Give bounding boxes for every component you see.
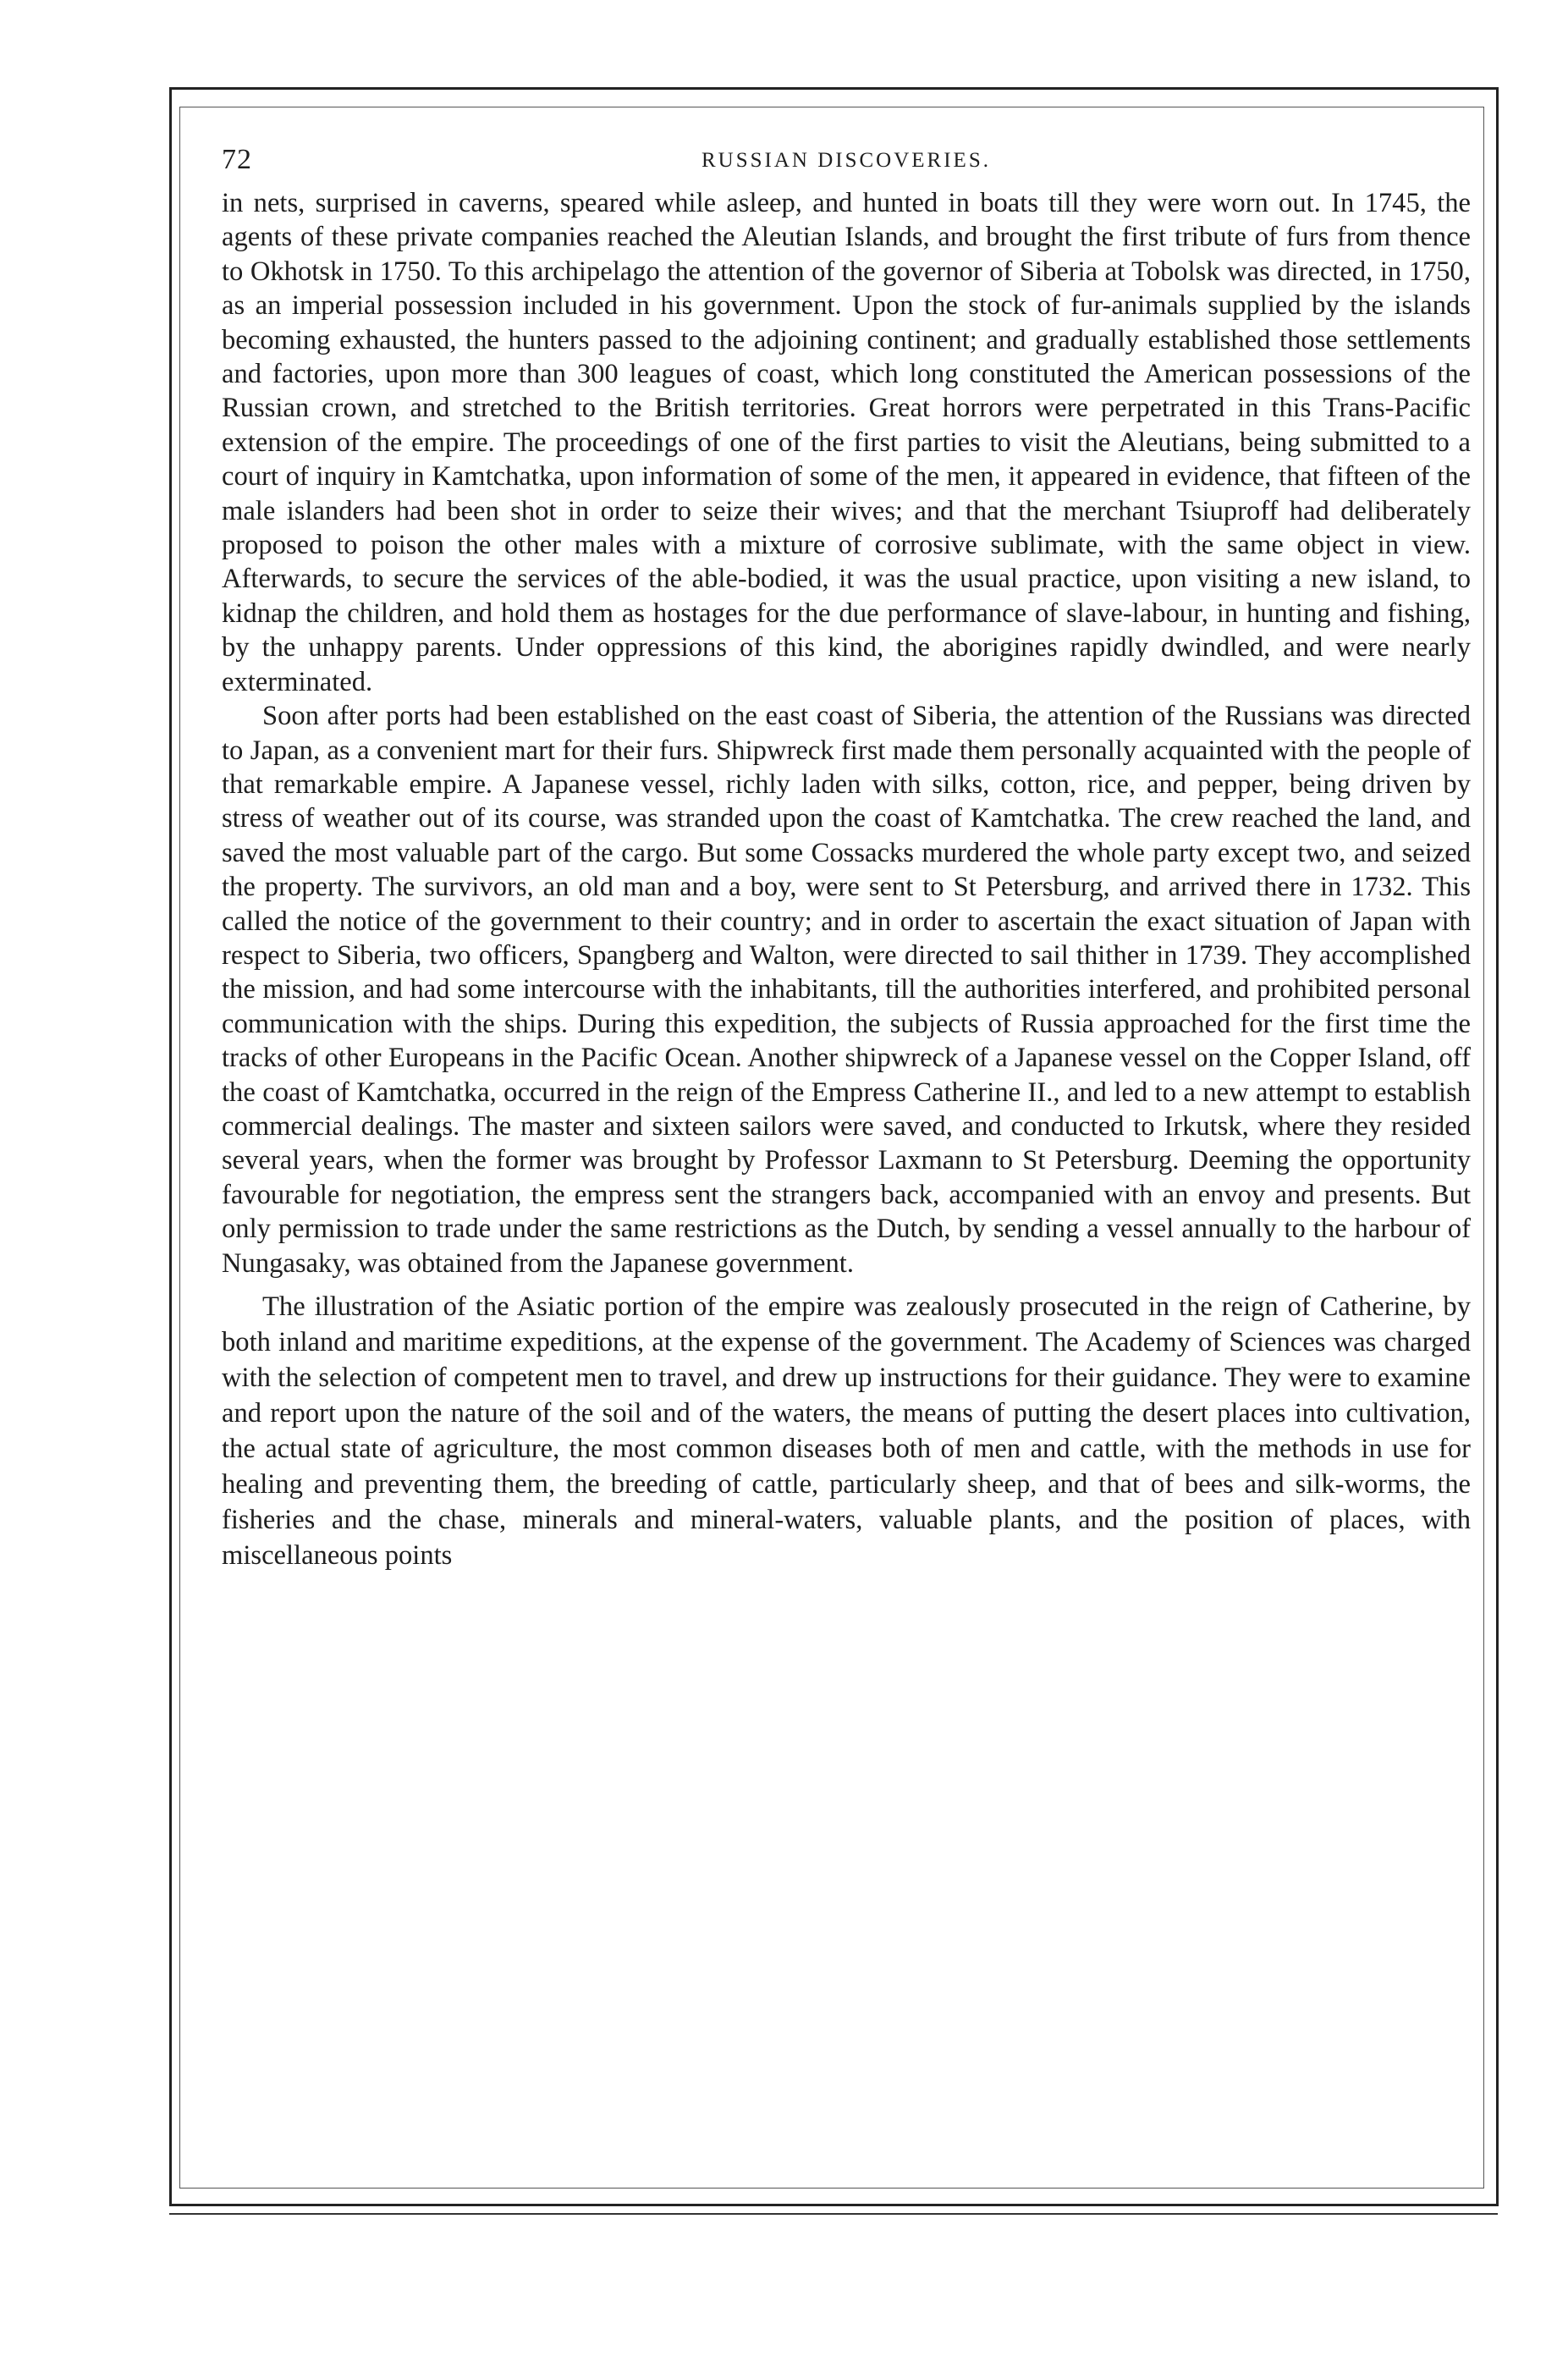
paragraph: Soon after ports had been established on the east coast of Siberia, the attention of the Russians was directed to Japan, as a convenient mart for their furs. Shipwreck first made them personally acquainted with the people of that remarkable empire. A Japanese vessel, richly laden with silks, cotton, rice, and pepper, being driven by stress of weather out of its course, was stranded upon the coast of Kamtchatka. The crew reached the land, and saved the most valuable part of the cargo. But some Cossacks murdered the whole party except two, and seized the property. The survivors, an old man and a boy, were sent to St Petersburg, and arrived there in 1732. This called the notice of the government to their country; and in order to ascertain the exact situation of Japan with respect to Siberia, two officers, Spangberg and Walton, were directed to sail thither in 1739. They accomplished the mission, and had some intercourse with the inhabitants, till the authorities interfered, and prohibited personal communication with the ships. During this expedition, the subjects of Russia approached for the first time the tracks of other Europeans in the Pacific Ocean. Another shipwreck of a Japanese vessel on the Copper Island, off the coast of Kamtchatka, occurred in the reign of the Empress Catherine II., and led to a new attempt to establish commercial dealings. The master and sixteen sailors were saved, and conducted to Irkutsk, where they resided several years, when the former was brought by Professor Laxmann to St Petersburg. Deeming the opportunity favourable for negotiation, the empress sent the strangers back, accompanied with an envoy and presents. But only permission to trade under the same restrictions as the Dutch, by sending a vessel annually to the harbour of Nungasaky, was obtained from the Japanese government.	[222, 701, 1471, 1279]
running-head	[222, 144, 1471, 186]
page-content	[222, 144, 1471, 1573]
paragraph: in nets, surprised in caverns, speared while asleep, and hunted in boats till they were worn out. In 1745, the agents of these private companies reached the Aleutian Islands, and brought the first tribute of furs from thence to Okhotsk in 1750. To this archipelago the attention of the governor of Siberia at Tobolsk was directed, in 1750, as an imperial possession included in his government. Upon the stock of fur-animals supplied by the islands becoming exhausted, the hunters passed to the adjoining continent; and gradually established those settlements and factories, upon more than 300 leagues of coast, which long constituted the American possessions of the Russian crown, and stretched to the British territories. Great horrors were perpetrated in this Trans-Pacific extension of the empire. The proceedings of one of the first parties to visit the Aleutians, being submitted to a court of inquiry in Kamtchatka, upon information of some of the men, it appeared in evidence, that fifteen of the male islanders had been shot in order to seize their wives; and that the merchant Tsiuproff had deliberately proposed to poison the other males with a mixture of corrosive sublimate, with the same object in view. Afterwards, to secure the services of the able-bodied, it was the usual practice, upon visiting a new island, to kidnap the children, and hold them as hostages for the due performance of slave-labour, in hunting and fishing, by the unhappy parents. Under oppressions of this kind, the aborigines rapidly dwindled, and were nearly exterminated.	[222, 188, 1471, 697]
paragraph: The illustration of the Asiatic portion of the empire was zealously prosecuted in the reign of Catherine, by both inland and maritime expeditions, at the expense of the government. The Academy of Sciences was charged with the selection of competent men to travel, and drew up instructions for their guidance. They were to examine and report upon the nature of the soil and of the waters, the means of putting the desert places into cultivation, the actual state of agriculture, the most common diseases both of men and cattle, with the methods in use for healing and preventing them, the breeding of cattle, particularly sheep, and that of bees and silk-worms, the fisheries and the chase, minerals and mineral-waters, valuable plants, and the position of places, with miscellaneous points	[222, 1291, 1471, 1571]
page-number: 72	[222, 144, 252, 175]
bottom-rule	[169, 2213, 1498, 2215]
running-title: RUSSIAN DISCOVERIES.	[701, 149, 991, 172]
body-text	[222, 186, 1471, 1573]
